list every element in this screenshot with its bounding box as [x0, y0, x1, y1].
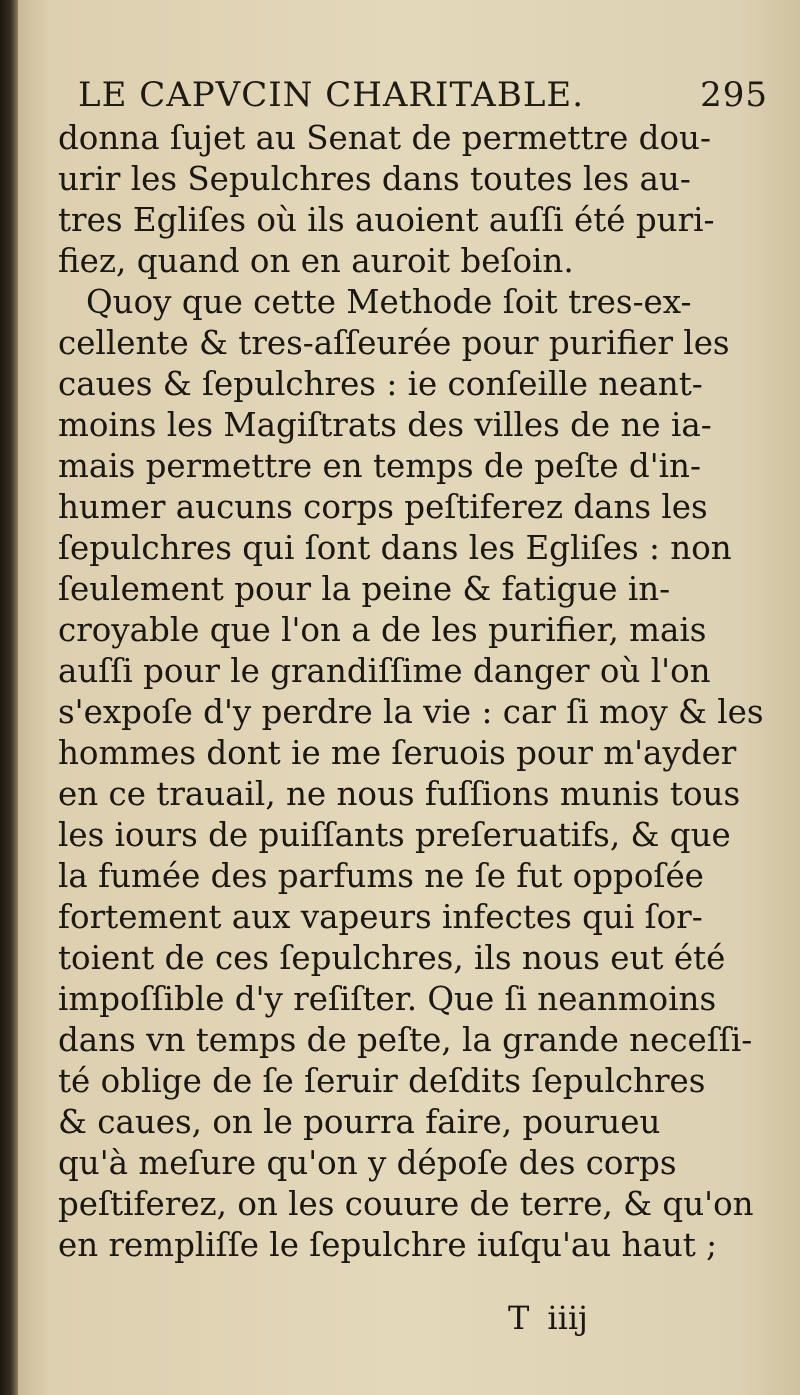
text-line: la fumée des parfums ne ſe fut oppoſée: [58, 857, 704, 895]
text-line: toient de ces ſepulchres, ils nous eut été: [58, 939, 726, 977]
signature-letter: T: [508, 1299, 530, 1337]
text-line: dans vn temps de peſte, la grande neceſſi-: [58, 1021, 753, 1059]
text-line: cellente & tres-aſſeurée pour purifier les: [58, 324, 730, 362]
text-line: ſeulement pour la peine & fatigue in-: [58, 570, 671, 608]
text-line: mais permettre en temps de peſte d'in-: [58, 447, 701, 485]
text-line: urir les Sepulchres dans toutes les au-: [58, 160, 691, 198]
body-text: [58, 118, 764, 1266]
text-line: en ce trauail, ne nous fuſſions munis tous: [58, 775, 741, 813]
page-number: 295: [700, 75, 768, 115]
text-line: & caues, on le pourra faire, pourueu: [58, 1103, 661, 1141]
text-line: auſſi pour le grandiſſime danger où l'on: [58, 652, 711, 690]
text-line: peſtiferez, on les couure de terre, & qu'on: [58, 1185, 754, 1223]
text-line: té oblige de ſe ſeruir deſdits ſepulchres: [58, 1062, 706, 1100]
text-line: fiez, quand on en auroit beſoin.: [58, 242, 574, 280]
text-line: impoſſible d'y reſiſter. Que ſi neanmoins: [58, 980, 717, 1018]
text-line: qu'à meſure qu'on y dépoſe des corps: [58, 1144, 677, 1182]
text-line: donna ſujet au Senat de permettre dou-: [58, 119, 711, 157]
text-line: ſepulchres qui ſont dans les Egliſes : non: [58, 529, 732, 567]
signature-mark: [508, 1298, 708, 1338]
text-line: fortement aux vapeurs infectes qui ſor-: [58, 898, 703, 936]
text-line: croyable que l'on a de les purifier, mais: [58, 611, 707, 649]
text-line: tres Egliſes où ils auoient auſſi été puri-: [58, 201, 715, 239]
text-line: humer aucuns corps peſtiferez dans les: [58, 488, 708, 526]
text-line: s'expoſe d'y perdre la vie : car ſi moy & les: [58, 693, 764, 731]
book-gutter-edge: [0, 0, 18, 1395]
text-line: Quoy que cette Methode ſoit tres-ex-: [86, 283, 692, 321]
book-page: [18, 0, 800, 1395]
text-line: les iours de puiſſants preſeruatifs, & que: [58, 816, 731, 854]
running-header: [78, 70, 768, 120]
text-line: moins les Magiſtrats des villes de ne ia-: [58, 406, 712, 444]
text-line: caues & ſepulchres : ie conſeille neant-: [58, 365, 703, 403]
text-line: hommes dont ie me ſeruois pour m'ayder: [58, 734, 737, 772]
text-line: en rempliſſe le ſepulchre iuſqu'au haut ;: [58, 1226, 718, 1264]
signature-number: iiij: [547, 1299, 588, 1337]
running-title: LE CAPVCIN CHARITABLE.: [78, 75, 585, 115]
